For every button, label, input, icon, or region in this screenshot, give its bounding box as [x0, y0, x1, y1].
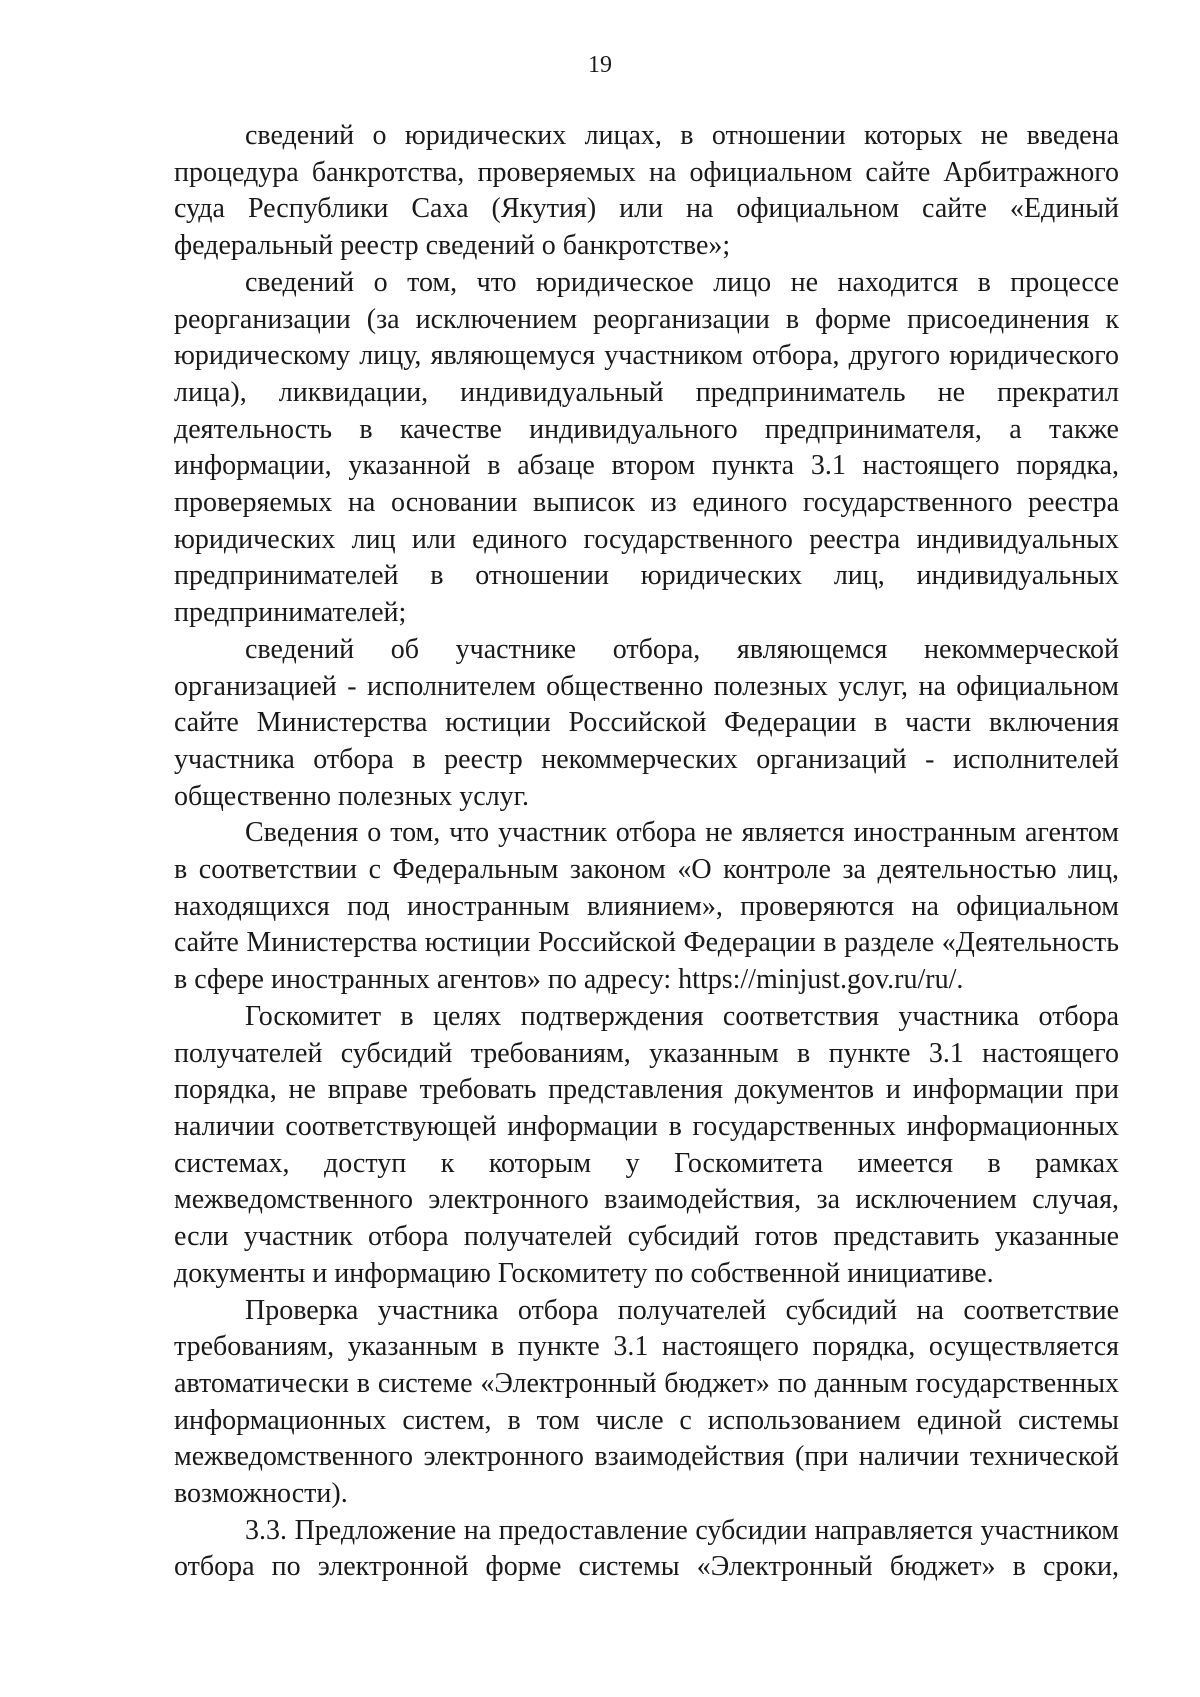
page-number: 19	[588, 52, 612, 78]
paragraph-bankruptcy-info: сведений о юридических лицах, в отношении которых не введена процедура банкротства, проверяемых на официальном сайте Арбитражного суда Республики Саха (Якутия) или на официальном сайте «Единый федеральный реестр сведений о банкротстве»;	[174, 120, 1119, 262]
paragraph-3-3-proposal: 3.3. Предложение на предоставление субсидии направляется участником отбора по электронной форме системы «Электронный бюджет» в сроки,	[174, 1514, 1119, 1583]
paragraph-goskomitet-requirements: Госкомитет в целях подтверждения соответствия участника отбора получателей субсидий требованиям, указанным в пункте 3.1 настоящего порядка, не вправе требовать представления документов и информации при наличии соответствующей информации в государственных информационных системах, доступ к которым у Госкомитета имеется в рамках межведомственного электронного взаимодействия, за исключением случая, если участник отбора получателей субсидий готов представить указанные документы и информацию Госкомитету по собственной инициативе.	[174, 1000, 1119, 1289]
paragraph-nonprofit-info: сведений об участнике отбора, являющемся некоммерческой организацией - исполнителем общественно полезных услуг, на официальном сайте Министерства юстиции Российской Федерации в части включения участника отбора в реестр некоммерческих организаций - исполнителей общественно полезных услуг.	[174, 633, 1119, 812]
paragraph-automatic-check: Проверка участника отбора получателей субсидий на соответствие требованиям, указанным в пункте 3.1 настоящего порядка, осуществляется автоматически в системе «Электронный бюджет» по данным государственных информационных систем, в том числе с использованием единой системы межведомственного электронного взаимодействия (при наличии технической возможности).	[174, 1294, 1119, 1510]
paragraph-foreign-agent-info: Сведения о том, что участник отбора не является иностранным агентом в соответствии с Федеральным законом «О контроле за деятельностью лиц, находящихся под иностранным влиянием», проверяются на официальном сайте Министерства юстиции Российской Федерации в разделе «Деятельность в сфере иностранных агентов» по адресу: https://minjust.gov.ru/ru/.	[174, 817, 1119, 996]
paragraph-reorganization-info: сведений о том, что юридическое лицо не находится в процессе реорганизации (за исключением реорганизации в форме присоединения к юридическому лицу, являющемуся участником отбора, другого юридического лица), ликвидации, индивидуальный предприниматель не прекратил деятельность в качестве индивидуального предпринимателя, а также информации, указанной в абзаце втором пункта 3.1 настоящего порядка, проверяемых на основании выписок из единого государственного реестра юридических лиц или единого государственного реестра индивидуальных предпринимателей в отношении юридических лиц, индивидуальных предпринимателей;	[174, 266, 1119, 629]
document-body	[174, 118, 1119, 1586]
